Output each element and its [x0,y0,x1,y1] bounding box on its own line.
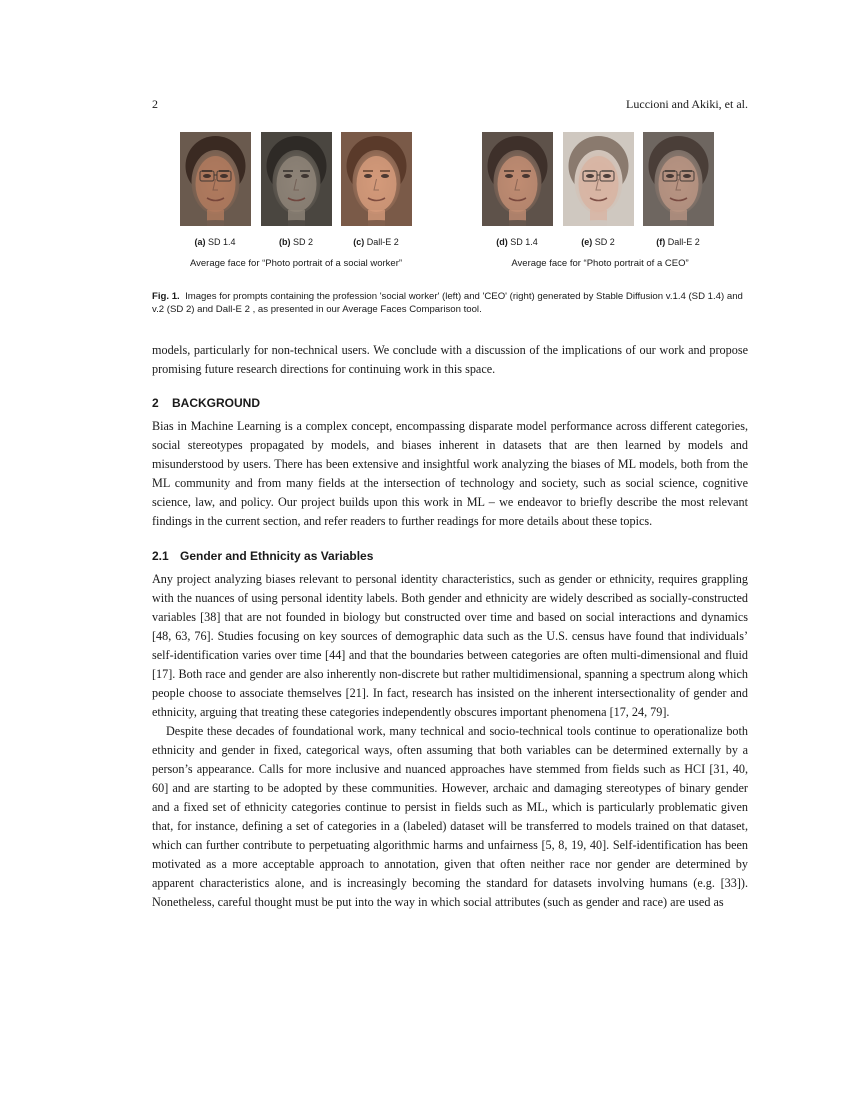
page-number: 2 [152,97,158,111]
running-header [152,96,748,112]
figure-caption [152,290,748,316]
section-heading-gender-ethnicity: 2.1 Gender and Ethnicity as Variables [152,549,374,563]
group-caption-ceo: Average face for “Photo portrait of a CEO” [511,258,689,269]
running-header-authors: Luccioni and Akiki, et al. [626,97,748,111]
gender-ethnicity-body [152,570,748,912]
face-image-d [482,132,553,226]
gender-ethnicity-paragraph-2: Despite these decades of foundational work, many technical and socio-technical tools continue to operationalize both ethnicity and gender in fixed, categorical ways, often assuming that both variables can be determined externally by a person’s appearance. Calls for more inclusive and nuanced approaches have stemmed from fields such as HCI [31, 40, 60] and are starting to be adopted by these communities. However, archaic and damaging stereotypes of binary gender and a fixed set of ethnicity categories continue to persist in fields such as ML, which is particularly problematic given that, for instance, defining a set of categories in a (labeled) dataset will be transferred to models trained on that dataset, which can further contribute to perpetuating algorithmic harms and unfairness [5, 8, 19, 40]. Self-identification has been motivated as a more acceptable approach to annotation, given that often neither race nor gender are determined by apparent characteristics alone, and is increasingly becoming the standard for datasets involving humans (e.g. [33]). Nonetheless, careful thought must be put into the way in which social attributes (such as gender and race) are used as [152,724,748,909]
subcaption-e: (e) SD 2 [581,237,615,247]
figure-caption-label: Fig. 1. [152,291,180,302]
group-caption-social-worker: Average face for “Photo portrait of a social worker” [189,258,403,269]
subcaption-c: (c) Dall-E 2 [353,237,399,247]
face-image-a [180,132,251,226]
figure-1 [152,132,748,322]
subcaption-a: (a) SD 1.4 [194,237,236,247]
face-image-c [341,132,412,226]
face-image-e [563,132,634,226]
subcaption-f: (f) Dall-E 2 [656,237,700,247]
figure-caption-text: Images for prompts containing the profession 'social worker' (left) and 'CEO' (right) generated by Stable Diffusion v.1.4 (SD 1.4) and v.2 (SD 2) and Dall-E 2 , as presented in our Average Faces Comparison tool. [152,291,743,315]
face-image-b [261,132,332,226]
subcaption-d: (d) SD 1.4 [496,237,538,247]
intro-paragraph: models, particularly for non-technical users. We conclude with a discussion of the implications of our work and propose promising future research directions for continuing work in this space. [152,343,748,376]
subcaption-b: (b) SD 2 [278,237,314,247]
face-image-f [643,132,714,226]
gender-ethnicity-paragraph-1: Any project analyzing biases relevant to personal identity characteristics, such as gender or ethnicity, requires grappling with the nuances of using personal identity labels. Both gender and ethnicity are widely described as socially-constructed variables [38] that are not founded in biology but constructed over time and based on social interactions and dynamics [48, 63, 76]. Studies focusing on key sources of demographic data such as the U.S. census have found that individuals’ self-identification varies over time [44] and that the boundaries between categories are often multi-dimensional and fluid [17]. Both race and gender are also inherently non-discrete but rather multidimensional, spanning a spectrum along which people choose to associate themselves [21]. In fact, research has insisted on the inherent intersectionality of gender and ethnicity, arguing that treating these categories independently obscures important phenomena [17, 24, 79]. [152,572,748,719]
section-heading-background: 2 BACKGROUND [152,396,260,410]
background-paragraph: Bias in Machine Learning is a complex concept, encompassing disparate model performance across different categories, social stereotypes propagated by models, and biases inherent in datasets that are then learned by models and misunderstood by users. There has been extensive and insightful work analyzing the biases of ML models, both from the ML community and from many fields at the intersection of technology and society, such as social science, cognitive science, law, and policy. Our project builds upon this work in ML – we endeavor to briefly describe the most relevant findings in the current section, and refer readers to further readings for more details about these topics. [152,419,748,528]
